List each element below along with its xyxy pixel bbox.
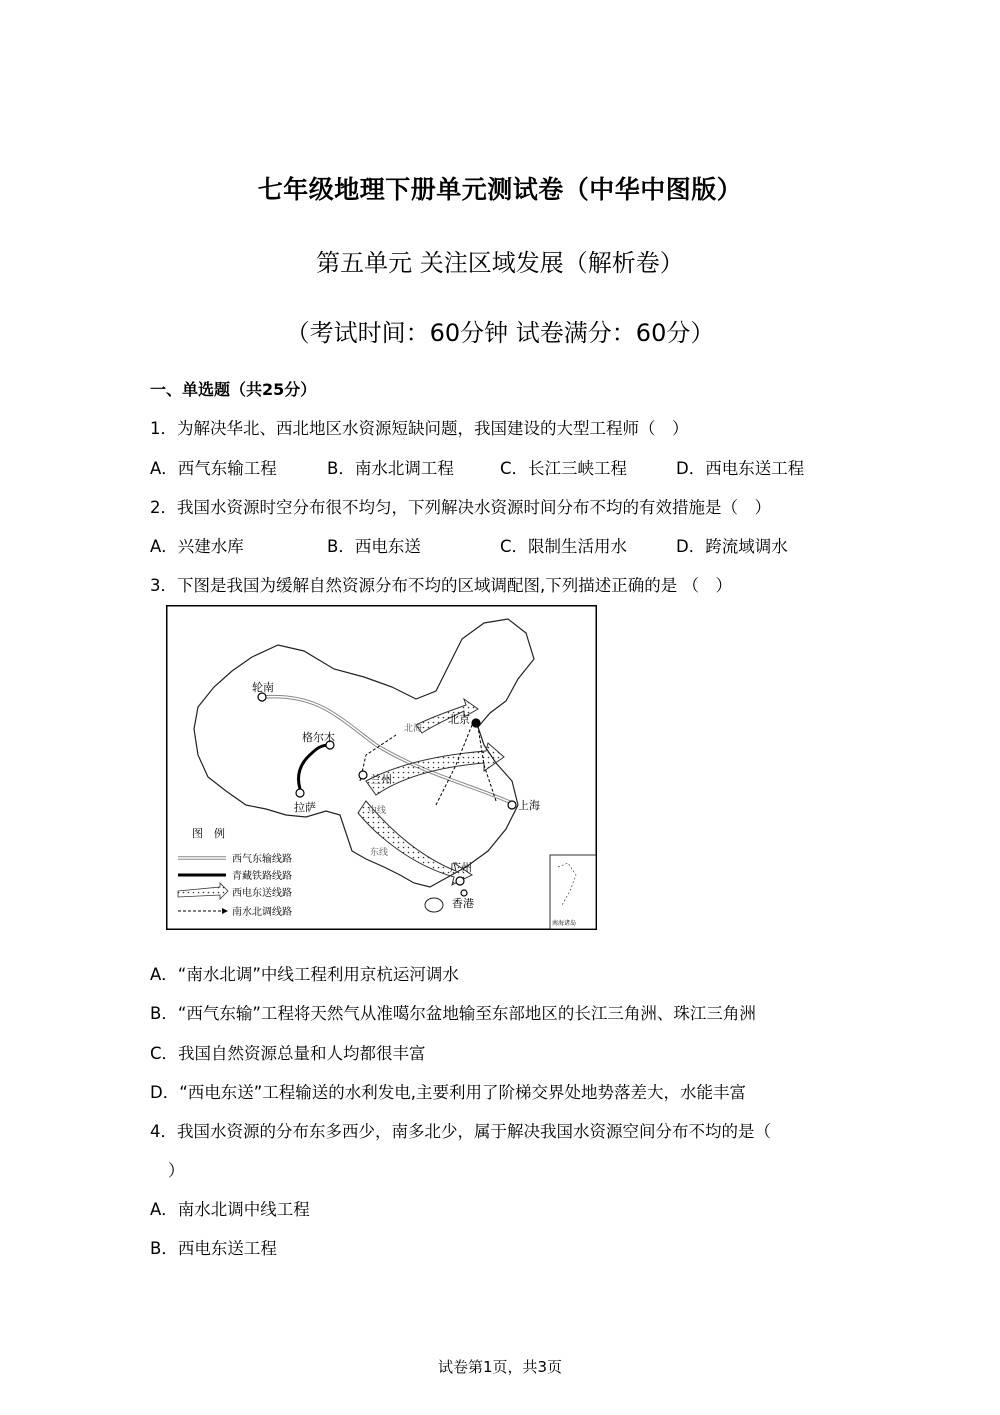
exam-info: （考试时间：60分钟 试卷满分：60分）	[285, 319, 715, 347]
city-marker-lanzhou	[359, 771, 367, 779]
section-heading: 一、单选题（共25分）	[150, 380, 317, 399]
legend-title: 图 例	[192, 827, 225, 840]
question-4-stem: 4．我国水资源的分布东多西少，南多北少，属于解决我国水资源空间分布不均的是（	[150, 1122, 771, 1141]
question-1-option-d: D．西电东送工程	[676, 459, 805, 478]
label-hongkong: 香港	[452, 897, 474, 910]
label-zhong: 中线	[368, 806, 387, 816]
exam-subtitle: 第五单元 关注区域发展（解析卷）	[316, 249, 684, 277]
question-4-option-a: A．南水北调中线工程	[150, 1200, 310, 1219]
question-2-option-d: D．跨流域调水	[676, 537, 788, 556]
legend-item-power: 西电东送线路	[232, 888, 292, 899]
question-2-option-a: A．兴建水库	[150, 537, 244, 556]
city-marker-lhasa	[296, 789, 304, 797]
question-2-option-c: C．限制生活用水	[500, 537, 628, 556]
label-guangzhou: 广州	[450, 861, 472, 874]
question-1-option-b: B．南水北调工程	[327, 459, 454, 478]
question-1-option-a: A．西气东输工程	[150, 459, 277, 478]
question-3-option-b: B．“西气东输”工程将天然气从准噶尔盆地输至东部地区的长江三角洲、珠江三角洲	[150, 1004, 756, 1023]
label-beijing: 北京	[448, 713, 470, 726]
label-golmud: 格尔木	[302, 731, 335, 744]
exam-title: 七年级地理下册单元测试卷（中华中图版）	[257, 175, 743, 204]
legend-item-gas: 西气东输线路	[232, 854, 292, 865]
label-lhasa: 拉萨	[294, 801, 316, 814]
question-3-option-d: D．“西电东送”工程输送的水利发电,主要利用了阶梯交界处地势落差大，水能丰富	[150, 1083, 747, 1102]
question-2-stem: 2．我国水资源时空分布很不均匀，下列解决水资源时间分布不均的有效措施是（ ）	[150, 498, 771, 517]
question-4-option-b: B．西电东送工程	[150, 1239, 277, 1258]
city-marker-guangzhou	[456, 877, 464, 885]
question-3-option-a: A．“南水北调”中线工程利用京杭运河调水	[150, 965, 459, 984]
label-dong: 东线	[370, 848, 389, 858]
page-footer: 试卷第1页，共3页	[437, 1358, 563, 1376]
inset-box	[550, 855, 596, 929]
question-1-stem: 1．为解决华北、西北地区水资源短缺问题，我国建设的大型工程师（ ）	[150, 419, 689, 438]
legend-item-water: 南水北调线路	[232, 907, 292, 918]
city-marker-hongkong	[461, 890, 467, 896]
question-2-option-b: B．西电东送	[327, 537, 421, 556]
city-marker-shanghai	[508, 801, 516, 809]
label-beihai: 北海	[404, 724, 423, 734]
city-marker-lunnan	[258, 693, 266, 701]
legend-item-railway: 青藏铁路线路	[232, 871, 292, 882]
inset-label: 南海诸岛	[552, 920, 577, 927]
label-lanzhou: 兰州	[370, 773, 392, 786]
question-1-option-c: C．长江三峡工程	[500, 459, 628, 478]
resource-allocation-map	[166, 605, 597, 930]
label-shanghai: 上海	[518, 799, 540, 812]
city-marker-beijing	[472, 719, 480, 727]
label-lunnan: 轮南	[252, 681, 274, 694]
question-3-stem: 3．下图是我国为缓解自然资源分布不均的区域调配图,下列描述正确的是 （ ）	[150, 576, 732, 595]
question-3-option-c: C．我国自然资源总量和人均都很丰富	[150, 1044, 426, 1063]
question-4-stem-cont: ）	[168, 1161, 185, 1180]
